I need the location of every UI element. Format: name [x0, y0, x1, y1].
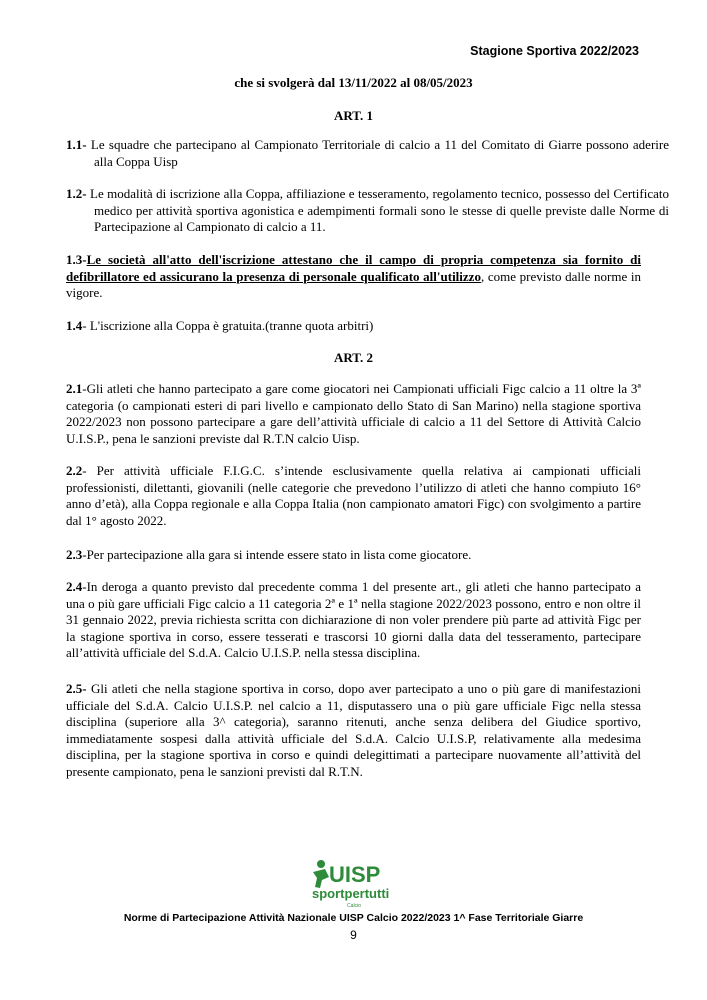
clause-underlined-text: Le società all'atto dell'iscrizione attestano che il campo di propria competenza sia fornito di defibrillatore ed assicurano la presenza di personale qualificato all'utilizzo [66, 252, 641, 284]
clause-text: Le squadre che partecipano al Campionato Territoriale di calcio a 11 del Comitato di Giarre possono aderire alla Coppa Uisp [86, 137, 669, 169]
clause-number: 2.4 [66, 579, 83, 594]
clause-1-4 [66, 318, 641, 335]
clause-text: - L'iscrizione alla Coppa è gratuita.(tranne quota arbitri) [82, 318, 374, 333]
uisp-logo-graphic [309, 858, 399, 910]
clause-text: -Gli atleti che hanno partecipato a gare come giocatori nei Campionati ufficiali Figc calcio a 11 oltre la 3ª categoria (o campionati esteri di pari livello e campionato dello Stato di San Marino) nella stagione sportiva 2022/2023 non possono partecipare a gare dell’attività ufficiale di calcio a 11 del Settore di Attività Calcio U.I.S.P., pena le sanzioni previste dal R.T.N calcio Uisp. [66, 381, 641, 446]
clause-number: 1.2- [66, 186, 87, 201]
runner-icon [313, 860, 329, 888]
logo-sub: Calcio [346, 903, 361, 909]
page-footer: Norme di Partecipazione Attività Nazionale UISP Calcio 2022/2023 1^ Fase Territoriale Giarre [123, 912, 584, 924]
uisp-logo [0, 858, 707, 915]
clause-text: Le modalità di iscrizione alla Coppa, affiliazione e tesseramento, regolamento tecnico, possesso del Certificato medico per attività sportiva agonistica e adempimenti formali sono le stesse di quelle previste dalle Norme di Partecipazione al Campionato di calcio a 11. [86, 186, 669, 234]
logo-tagline: sportpertutti [311, 886, 389, 901]
clause-number: 2.2 [66, 463, 83, 478]
clause-2-1 [66, 381, 641, 447]
clause-number: 1.1- [66, 137, 87, 152]
clause-text: Gli atleti che nella stagione sportiva in corso, dopo aver partecipato a uno o più gare di manifestazioni ufficiale del S.d.A. Calcio U.I.S.P. nel calcio a 11, disputassero una o più gare ufficiale Figc nella stessa disciplina (superiore alla 3^ categoria), saranno ritenuti, anche senza delibera del Giudice sportivo, immediatamente sospesi dalla attività ufficiale del S.d.A. Calcio U.I.S.P, relativamente alla medesima disciplina, per la stagione sportiva in corso e quindi delegittimati a partecipare nuovamente all’attività del presente campionato, pena le sanzioni previsti dal R.T.N. [66, 681, 641, 779]
clause-2-3 [66, 547, 641, 564]
clause-number: 2.1 [66, 381, 83, 396]
page-number: 9 [350, 928, 357, 942]
clause-1-1 [66, 137, 669, 170]
clause-number: 2.5- [66, 681, 87, 696]
period-heading: che si svolgerà dal 13/11/2022 al 08/05/2023 [234, 75, 473, 90]
clause-number: 2.3 [66, 547, 83, 562]
clause-text: , come previsto dalle norme in vigore. [66, 268, 641, 300]
article-1-title: ART. 1 [333, 108, 374, 123]
clause-text: -In deroga a quanto previsto dal precedente comma 1 del presente art., gli atleti che hanno partecipato a una o più gare ufficiali Figc calcio a 11 categoria 2ª e 1ª nella stagione 2022/2023 possono, entro e non oltre il 31 gennaio 2022, previa richiesta scritta con dichiarazione di non voler prendere più parte ad attività Figc per la stagione sportiva in corso, essere tesserati e trascorsi 10 giorni dalla data del tesseramento, partecipare all’attività ufficiale del S.d.A. Calcio U.I.S.P. nella stessa disciplina. [66, 579, 641, 660]
clause-number: 1.4 [66, 318, 83, 333]
clause-text: - Per attività ufficiale F.I.G.C. s’intende esclusivamente quella relativa ai campionati ufficiali professionisti, dilettanti, giovanili (nelle categorie che prevedono l’utilizzo di atleti che hanno compiuto 16° anno d’età), alla Coppa regionale e alla Coppa Italia (non campionato amatori Figc) con svolgimento a partire dal 1° agosto 2022. [66, 463, 641, 528]
clause-number: 1.3- [66, 252, 87, 267]
clause-2-2 [66, 463, 641, 529]
clause-1-2 [66, 186, 669, 236]
clause-text: -Per partecipazione alla gara si intende essere stato in lista come giocatore. [82, 547, 472, 562]
article-2-title: ART. 2 [333, 350, 374, 365]
clause-2-4 [66, 579, 641, 662]
clause-2-5 [66, 681, 641, 780]
season-heading: Stagione Sportiva 2022/2023 [470, 44, 639, 58]
clause-1-3 [66, 252, 641, 302]
logo-brand: UISP [328, 862, 380, 887]
